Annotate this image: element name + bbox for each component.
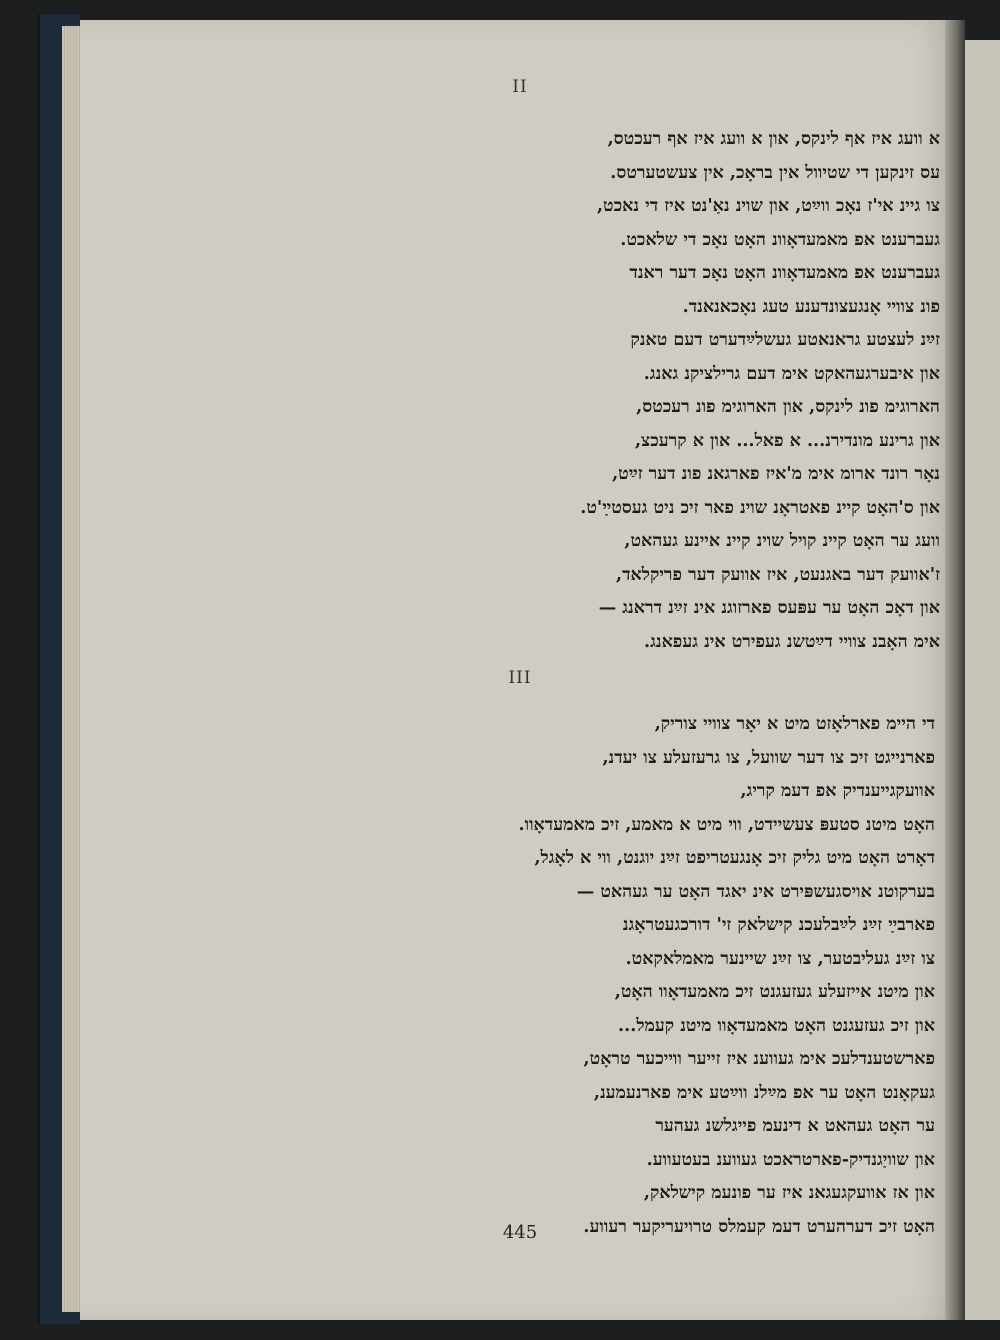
facing-page-edge (962, 40, 1000, 1320)
poem-line: און ס'האָט קיינ פאטראָנ שוינ פאר זיכ ניט געסטײַ'ט. (580, 497, 940, 518)
poem-line: פונ צוויי אָנגעצונדענע טעג נאָכאנאנד. (682, 296, 940, 317)
poem-line: און מיטנ אייזעלע געזעגנט זיכ מאמעדאָוו האָט, (614, 982, 935, 1002)
poem-line: נאָר רונד ארומ אימ מ'איז פארגאנ פונ דער זײַט, (612, 464, 940, 484)
section-number-ii: II (512, 77, 528, 97)
poem-line: אוועקגייענדיק אפ דעמ קריג, (740, 781, 935, 801)
poem-line: און איבערגעהאקט אימ דעם גרילציקנ גאנג. (643, 363, 940, 384)
poem-line: צו זײַנ געליבטער, צו זײַנ שיינער מאמלאקאט. (625, 948, 935, 969)
poem-line: געברענט אפ מאמעדאָוונ האָט נאָכ דער ראנד (629, 263, 940, 283)
poem-line: פארנייגט זיכ צו דער שוועל, צו גרעזעלע צו יעדנ, (602, 747, 935, 768)
poem-line: דאָרט האָט מיט גליק זיכ אָנגעטריפט זײַנ יוגנט, ווי א לאָגל, (534, 848, 935, 868)
poem-line: בערקוטנ אויסגעשפּירט אינ יאגד האָט ער געהאט — (576, 881, 935, 902)
poem-line: פארשטענדלעכ אימ געווענ איז זייער ווייכער טראָט, (583, 1049, 935, 1069)
poem-line: און זיכ געזעגנט האָט מאמעדאָוו מיטנ קעמל... (618, 1015, 935, 1036)
poem-line: און גרינע מונדירנ... א פאל... און א קרעכצ, (634, 430, 940, 451)
poem-line: האָט מיטנ סטעפּ צעשיידט, ווי מיט א מאמע, זיכ מאמעדאָוו. (518, 814, 935, 835)
book-page (80, 20, 960, 1320)
poem-line: געקאָנט האָט ער אפ מײַלנ ווײַטע אימ פארנעמענ, (593, 1082, 935, 1103)
poem-line: וועג ער האָט קיינ קויל שוינ קיינ איינע געהאט, (624, 531, 940, 551)
poem-line: און שוויַגנדיק-פארטראכט געווענ בעטעווע. (646, 1149, 935, 1170)
page-number: 445 (502, 1222, 538, 1243)
poem-line: די היימ פארלאָזט מיט א יאָר צוויי צוריק, (654, 714, 935, 734)
poem-line: אימ האָבנ צוויי דײַטשנ געפירט אינ געפאנג. (644, 631, 940, 652)
poem-line: און דאָכ האָט ער עפּעס פארזוגנ אינ זײַנ דראנג — (598, 598, 940, 618)
poem-line: פארבײַ זײַנ לײַבלעכנ קישלאק זי' דורכגעטראָגנ (622, 915, 935, 935)
poem-line: צו גיינ אי'ז נאָכ ווײַט, און שוינ נאַ'נט איז די נאכט, (596, 196, 940, 216)
poem-line: ער האָט געהאט א דינעמ פייגלשנ געהער (655, 1116, 935, 1136)
poem-section-ii (580, 123, 940, 659)
poem-line: זײַנ לעצטע גראנאטע געשלײַדערט דעם טאנק (630, 330, 940, 350)
poem-line: הארוגימ פונ לינקס, און הארוגימ פונ רעכטס, (636, 397, 940, 417)
poem-section-iii (519, 708, 936, 1244)
poem-line: געברענט אפ מאמעדאָוונ האָט נאָכ די שלאכט. (620, 229, 940, 250)
poem-line: ז'אוועק דער באגנעט, איז אוועק דער פריקלאד, (616, 564, 940, 585)
poem-line: און אז אוועקגעגאנ איז ער פונעמ קישלאק, (643, 1183, 935, 1203)
poem-line: א וועג איז אף לינקס, און א וועג איז אף רעכטס, (607, 129, 940, 149)
section-number-iii: III (508, 668, 532, 688)
page-stack-edge (62, 26, 82, 1312)
book-gutter (945, 20, 965, 1320)
poem-line: האָט זיכ דערהערט דעמ קעמלס טרויעריקער רעווע. (583, 1216, 935, 1237)
poem-line: עס זינקען די שטיוול אין בראָכ, אין צעשטערטס. (610, 162, 940, 183)
